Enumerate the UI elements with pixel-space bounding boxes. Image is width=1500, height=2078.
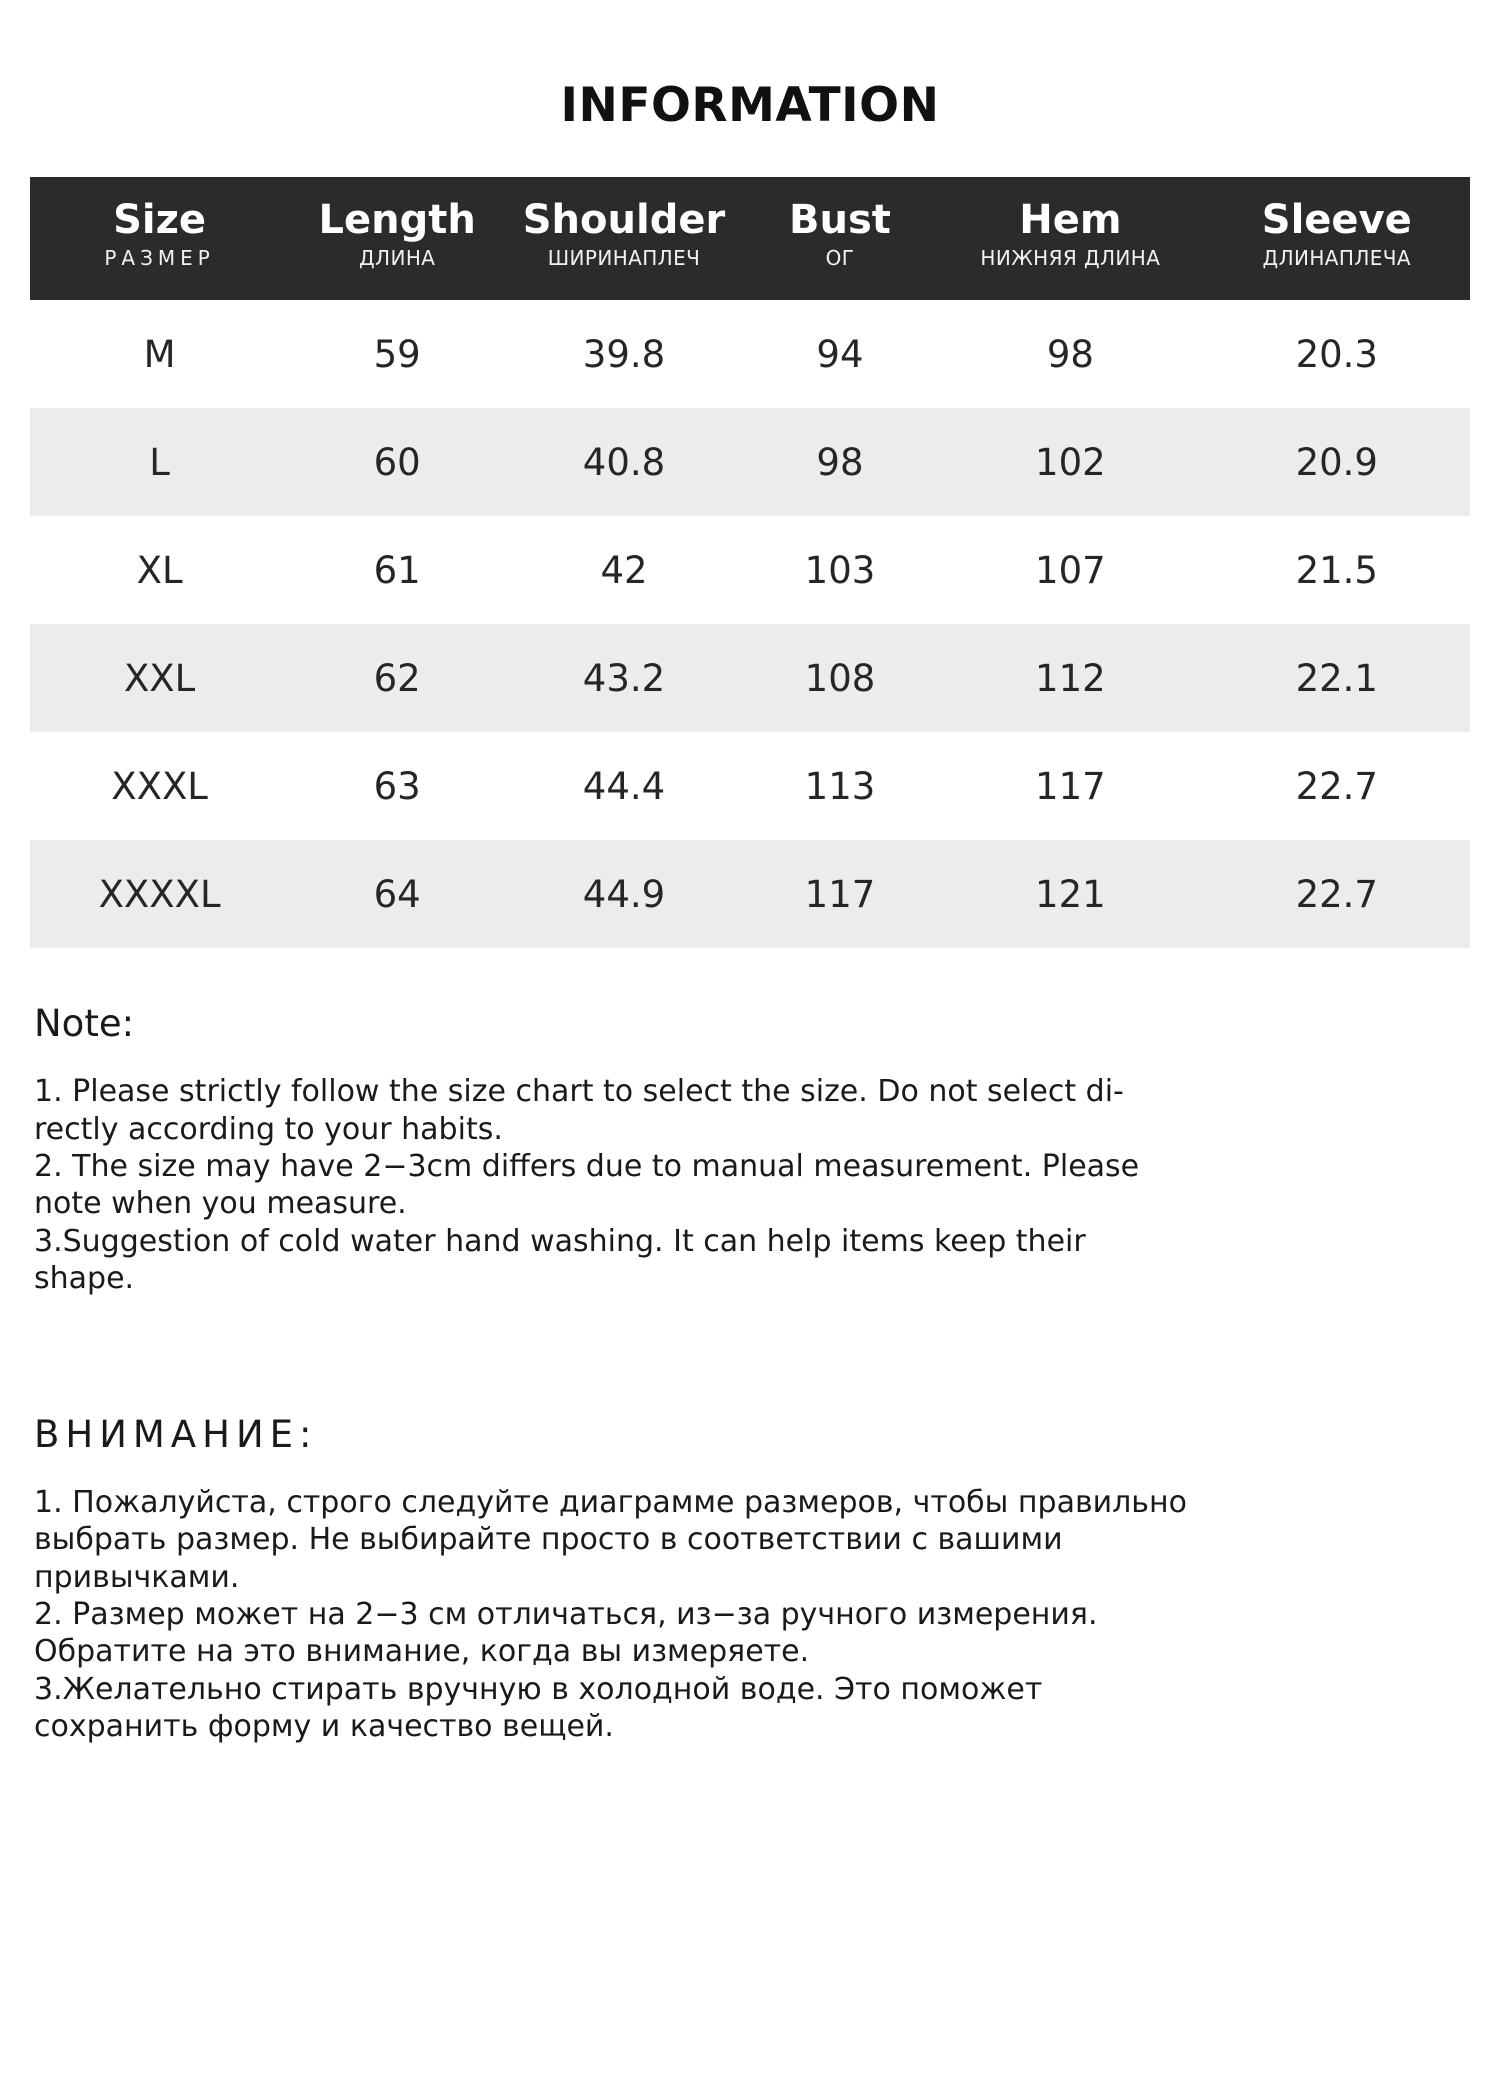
size-chart-table bbox=[30, 177, 1470, 948]
table-header-row bbox=[30, 177, 1470, 300]
table-row bbox=[30, 516, 1470, 624]
column-header-sleeve bbox=[1204, 177, 1470, 300]
column-header-length-en: Length bbox=[318, 197, 476, 243]
note-line: note when you measure. bbox=[34, 1186, 407, 1222]
cell-bust: 117 bbox=[804, 872, 876, 916]
column-header-shoulder-ru: ШИРИНАПЛЕЧ bbox=[547, 246, 701, 271]
table-header bbox=[30, 177, 1470, 300]
column-header-shoulder-en: Shoulder bbox=[522, 197, 726, 243]
cell-length: 60 bbox=[373, 440, 421, 484]
cell-sleeve: 21.5 bbox=[1295, 548, 1378, 592]
note-line: выбрать размер. Не выбирайте просто в соответствии с вашими bbox=[34, 1522, 1063, 1558]
cell-length: 59 bbox=[373, 332, 421, 376]
notes-russian-body bbox=[34, 1485, 1466, 1745]
column-header-hem-en: Hem bbox=[1019, 197, 1122, 243]
column-header-sleeve-ru: ДЛИНАПЛЕЧА bbox=[1262, 246, 1411, 271]
note-line: сохранить форму и качество вещей. bbox=[34, 1709, 614, 1745]
cell-length: 61 bbox=[373, 548, 421, 592]
cell-size: XXL bbox=[123, 656, 196, 700]
cell-length: 64 bbox=[373, 872, 421, 916]
cell-shoulder: 43.2 bbox=[582, 656, 666, 700]
table-body bbox=[30, 300, 1470, 948]
cell-shoulder: 42 bbox=[600, 548, 648, 592]
cell-shoulder: 39.8 bbox=[582, 332, 666, 376]
cell-hem: 107 bbox=[1035, 548, 1106, 592]
note-line: 3.Желательно стирать вручную в холодной воде. Это поможет bbox=[34, 1671, 1043, 1707]
cell-length: 63 bbox=[373, 764, 421, 808]
notes-english-heading: Note: bbox=[34, 1002, 135, 1046]
notes-russian-heading: ВНИМАНИЕ: bbox=[34, 1412, 318, 1456]
note-line: 2. The size may have 2−3cm differs due to manual measurement. Please bbox=[34, 1149, 1140, 1185]
note-line: 2. Размер может на 2−3 см отличаться, из−за ручного измерения. bbox=[34, 1596, 1098, 1632]
size-information-page bbox=[0, 78, 1500, 2078]
column-header-size-en: Size bbox=[113, 197, 207, 243]
cell-size: M bbox=[143, 332, 176, 376]
cell-bust: 94 bbox=[816, 332, 864, 376]
table-row bbox=[30, 624, 1470, 732]
cell-shoulder: 44.4 bbox=[582, 764, 666, 808]
cell-length: 62 bbox=[373, 656, 421, 700]
cell-shoulder: 44.9 bbox=[582, 872, 666, 916]
table-row bbox=[30, 840, 1470, 948]
notes-english-body bbox=[34, 1074, 1466, 1296]
cell-size: XXXL bbox=[111, 764, 208, 808]
cell-sleeve: 22.7 bbox=[1295, 764, 1378, 808]
cell-hem: 121 bbox=[1035, 872, 1106, 916]
cell-sleeve: 22.1 bbox=[1295, 656, 1378, 700]
cell-bust: 103 bbox=[804, 548, 876, 592]
cell-sleeve: 20.9 bbox=[1295, 440, 1378, 484]
table-row bbox=[30, 732, 1470, 840]
note-line: rectly according to your habits. bbox=[34, 1111, 503, 1147]
cell-hem: 117 bbox=[1035, 764, 1106, 808]
notes-divider-space bbox=[30, 1299, 1470, 1359]
column-header-bust bbox=[743, 177, 937, 300]
cell-hem: 112 bbox=[1035, 656, 1106, 700]
column-header-length bbox=[289, 177, 505, 300]
note-line: Обратите на это внимание, когда вы измеряете. bbox=[34, 1634, 810, 1670]
column-header-hem bbox=[937, 177, 1203, 300]
cell-hem: 98 bbox=[1046, 332, 1094, 376]
cell-bust: 98 bbox=[816, 440, 864, 484]
column-header-shoulder bbox=[505, 177, 743, 300]
cell-hem: 102 bbox=[1035, 440, 1106, 484]
note-line: 3.Suggestion of cold water hand washing. It can help items keep their bbox=[34, 1223, 1086, 1259]
cell-shoulder: 40.8 bbox=[582, 440, 666, 484]
cell-size: XXXXL bbox=[98, 872, 221, 916]
cell-size: XL bbox=[136, 548, 183, 592]
page-title: INFORMATION bbox=[560, 78, 940, 133]
column-header-bust-ru: ОГ bbox=[825, 246, 855, 271]
notes-russian bbox=[30, 1411, 1470, 1745]
note-line: 1. Пожалуйста, строго следуйте диаграмме размеров, чтобы правильно bbox=[34, 1484, 1187, 1520]
column-header-size-ru: РАЗМЕР bbox=[104, 246, 215, 271]
cell-sleeve: 22.7 bbox=[1295, 872, 1378, 916]
column-header-length-ru: ДЛИНА bbox=[359, 246, 436, 271]
column-header-sleeve-en: Sleeve bbox=[1261, 197, 1412, 243]
table-row bbox=[30, 408, 1470, 516]
cell-bust: 108 bbox=[804, 656, 876, 700]
column-header-bust-en: Bust bbox=[789, 197, 891, 243]
note-line: привычками. bbox=[34, 1559, 240, 1595]
cell-sleeve: 20.3 bbox=[1295, 332, 1378, 376]
note-line: shape. bbox=[34, 1261, 135, 1297]
cell-bust: 113 bbox=[804, 764, 876, 808]
cell-size: L bbox=[149, 440, 170, 484]
table-row bbox=[30, 300, 1470, 408]
column-header-size bbox=[30, 177, 289, 300]
column-header-hem-ru: НИЖНЯЯ ДЛИНА bbox=[980, 246, 1161, 271]
notes-english bbox=[30, 1000, 1470, 1296]
note-line: 1. Please strictly follow the size chart to select the size. Do not select di- bbox=[34, 1074, 1124, 1110]
